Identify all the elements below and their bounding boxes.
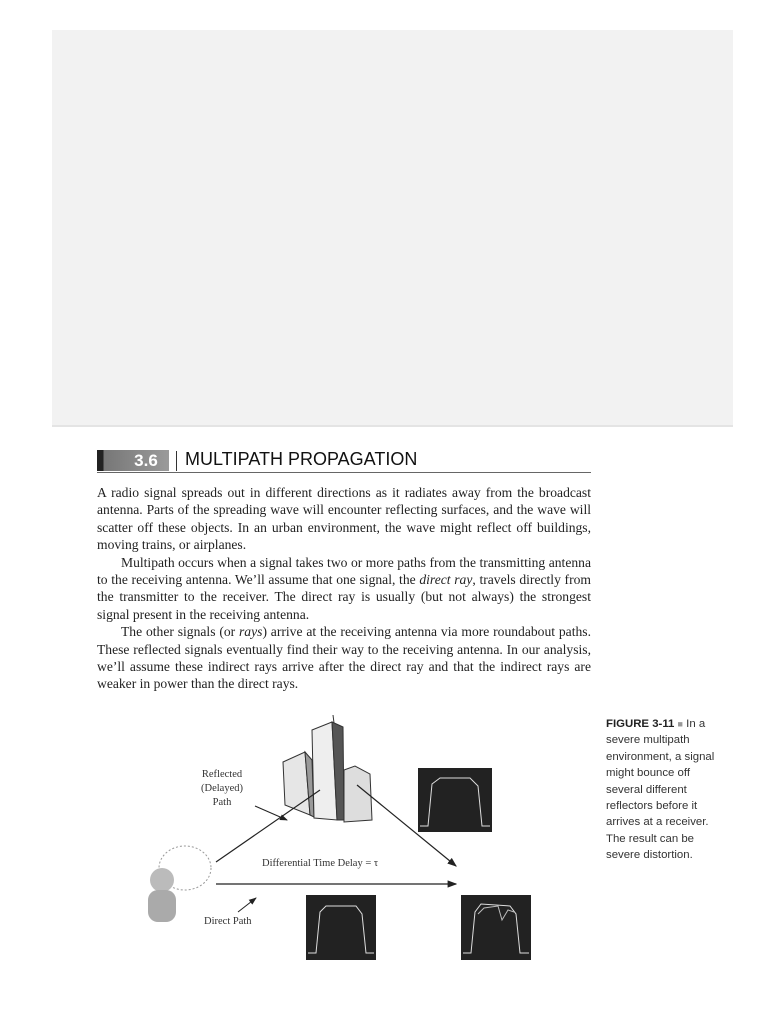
- person-icon: [148, 846, 211, 922]
- scope-combined: [461, 895, 531, 960]
- caption-text: In a severe multipath environment, a signal might bounce off several different reflectors before it arrives at a receiver. The result can be severe distortion.: [606, 718, 715, 862]
- direct-pointer: [238, 898, 256, 912]
- figure-label: FIGURE 3-11: [606, 718, 675, 730]
- direct-path-label: Direct Path: [204, 916, 252, 927]
- section-number: 3.6: [134, 451, 158, 470]
- emphasis: direct ray: [419, 572, 473, 588]
- emphasis: rays: [239, 624, 263, 640]
- scope-reflected: [418, 768, 492, 832]
- paragraph-1: A radio signal spreads out in different directions as it radiates away from the broadcast antenna. Parts of the spreading wave will encounter reflecting surfaces, and the wave will scatter off these objects. In an urban environment, the wave might reflect off buildings, moving trains, or airplanes.: [97, 485, 591, 553]
- text: , travels directly from the transmitter to the receiver. The direct ray is usually (but not always) the strongest signal present in the receiving antenna.: [97, 572, 591, 622]
- reflected-path-label: [190, 768, 254, 810]
- label-line: Path: [212, 797, 232, 808]
- scope-direct: [306, 895, 376, 960]
- delay-label: Differential Time Delay = τ: [262, 858, 379, 869]
- caption-separator: ■: [677, 719, 683, 729]
- text: ) arrive at the receiving antenna via more roundabout paths. These reflected signals eventually find their way to the receiving antenna. In our analysis, we’ll assume these indirect rays arrive after the direct ray and that the indirect rays are weaker in power than the direct rays.: [97, 624, 591, 692]
- label-line: (Delayed): [201, 783, 243, 794]
- text: The other signals (or: [121, 624, 240, 640]
- reflected-pointer: [255, 806, 287, 820]
- label-line: Reflected: [201, 769, 243, 780]
- text: Multipath occurs when a signal takes two or more paths from the transmitting antenna to the receiving antenna. We’ll assume that one signal, the: [97, 554, 591, 588]
- section-title: MULTIPATH PROPAGATION: [185, 449, 418, 469]
